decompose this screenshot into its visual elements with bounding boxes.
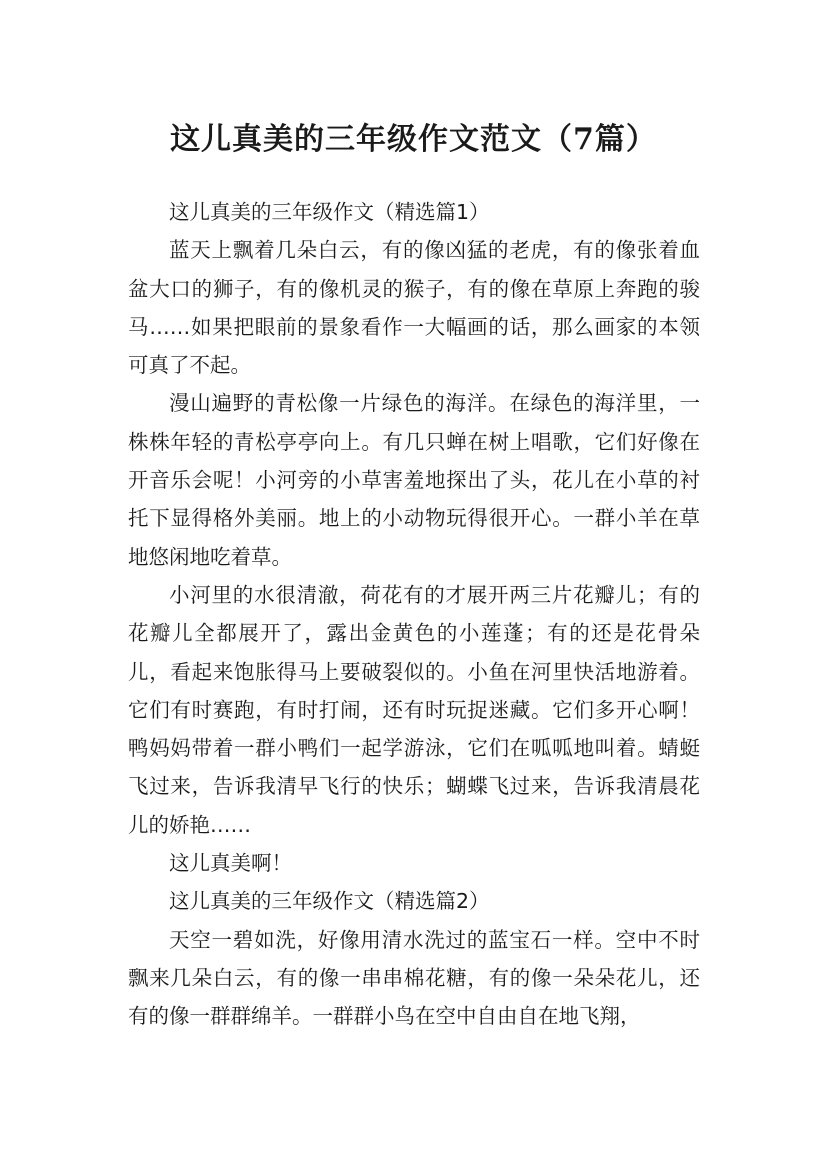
paragraph: 这儿真美啊！	[169, 851, 292, 876]
document-title: 这儿真美的三年级作文范文（7篇）	[170, 122, 657, 158]
paragraph: 漫山遍野的青松像一片绿色的海洋。在绿色的海洋里，一株株年轻的青松亭亭向上。有几只蝉在树上唱歌，它们好像在开音乐会呢！小河旁的小草害羞地探出了头，花儿在小草的衬托下显得格外美丽。地上的小动物玩得很开心。一群小羊在草地悠闲地吃着草。	[128, 391, 700, 569]
section-heading: 这儿真美的三年级作文（精选篇1）	[169, 200, 490, 224]
paragraph: 蓝天上飘着几朵白云，有的像凶猛的老虎，有的像张着血盆大口的狮子，有的像机灵的猴子，有的像在草原上奔跑的骏马……如果把眼前的景象看作一大幅画的话，那么画家的本领可真了不起。	[128, 238, 700, 378]
paragraph: 天空一碧如洗，好像用清水洗过的蓝宝石一样。空中不时飘来几朵白云，有的像一串串棉花糖，有的像一朵朵花儿，还有的像一群群绵羊。一群群小鸟在空中自由自在地飞翔，	[128, 927, 700, 1029]
paragraph: 小河里的水很清澈，荷花有的才展开两三片花瓣儿；有的花瓣儿全都展开了，露出金黄色的小莲蓬；有的还是花骨朵儿，看起来饱胀得马上要破裂似的。小鱼在河里快活地游着。它们有时赛跑，有时打闹，还有时玩捉迷藏。它们多开心啊！鸭妈妈带着一群小鸭们一起学游泳，它们在呱呱地叫着。蜻蜓飞过来，告诉我清早飞行的快乐；蝴蝶飞过来，告诉我清晨花儿的娇艳……	[128, 582, 700, 837]
document-body	[128, 193, 700, 1036]
section-heading: 这儿真美的三年级作文（精选篇2）	[169, 889, 490, 914]
